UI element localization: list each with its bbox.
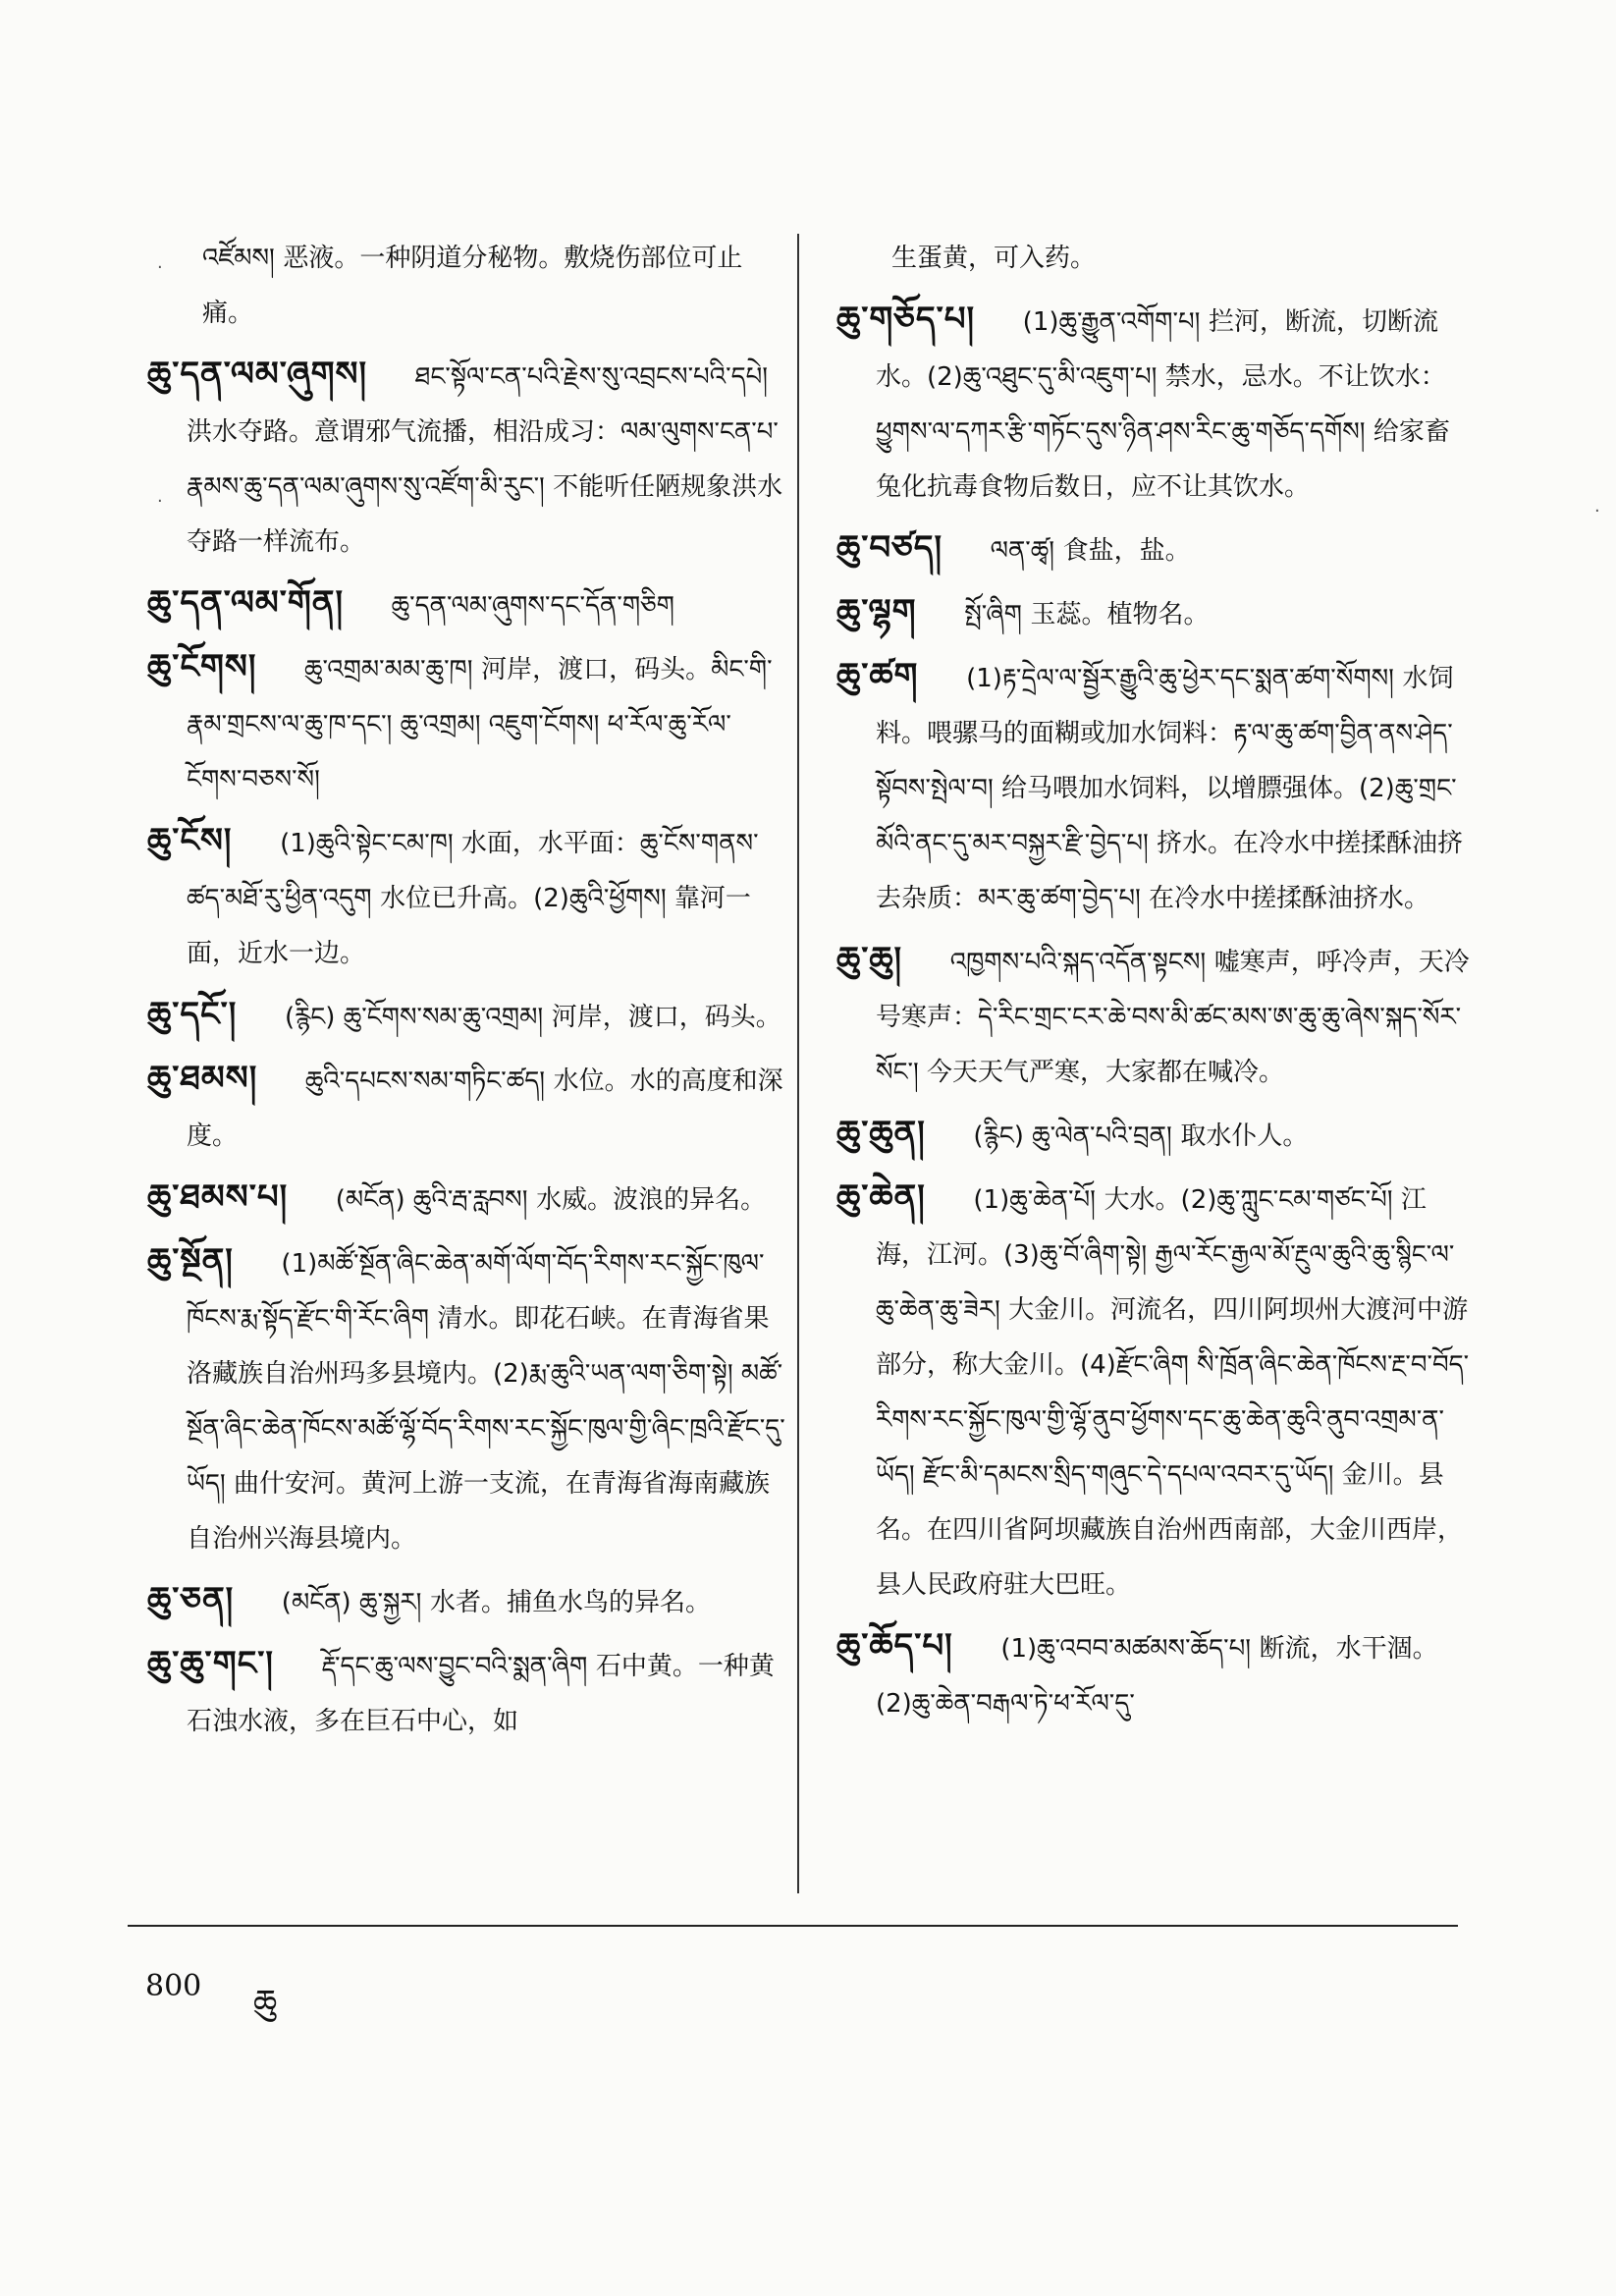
- definition-tibetan: སྤོ་ཞིག: [964, 600, 1022, 629]
- headword: ཆུ་ཆུ།: [836, 940, 903, 979]
- headword: ཆུ་ཆུ་གང་།: [147, 1644, 274, 1683]
- definition-chinese: 河岸，渡口，码头。མིང་གི་རྣམ་གྲངས་ལ་ཆུ་ཁ་དང་། ཆུ་འགྲམ། འཇུག་ངོགས། ཕ་རོལ་ཆུ་རོལ་ངོགས་བཅས་སོ།: [187, 655, 773, 794]
- headword: ཆུ་ཆུན།: [836, 1114, 926, 1153]
- footer-rule: [128, 1925, 1458, 1927]
- definition-chinese: 水者。捕鱼水鸟的异名。: [430, 1588, 712, 1617]
- headword: ཆུ་ཅན།: [147, 1580, 235, 1619]
- definition-chinese: 嘘寒声，呼冷声，天冷号寒声：དེ་རིང་གྲང་ངར་ཆེ་བས་མི་ཚང་མས་ཨ་ཆུ་ཆུ་ཞེས་སྐད་སོར་སོང་། 今天天气严寒，大家都在喊冷。: [876, 948, 1470, 1087]
- entry: [836, 1106, 1475, 1164]
- headword: ཆུ་དན་ལམ་ཞུགས།: [147, 355, 368, 394]
- entry: [836, 231, 1475, 286]
- entry: [147, 231, 785, 341]
- definition-tibetan: འཁྱགས་པའི་སྐད་འདོན་སྟངས།: [949, 948, 1207, 977]
- definition-chinese: 取水仆人。: [1180, 1121, 1309, 1151]
- margin-tick: ·: [157, 491, 163, 512]
- headword: ཆུ་གཅོད་པ།: [836, 300, 976, 339]
- headword: ཆུ་དངོ་།: [147, 995, 238, 1034]
- entry: [836, 1618, 1475, 1731]
- entry: [836, 520, 1475, 578]
- left-column: [147, 231, 785, 1755]
- definition-tibetan: རྡོ་དང་ཆུ་ལས་བྱུང་བའི་སྨན་ཞིག: [321, 1652, 588, 1681]
- headword: ཆུ་ཐམས་པ།: [147, 1177, 289, 1217]
- definition-tibetan: འཛོམས།: [202, 244, 275, 273]
- entry: [147, 1051, 785, 1164]
- definition-tibetan: ཐང་སྟོལ་ངན་པའི་རྗེས་སུ་འབྲངས་པའི་དཔེ།: [414, 362, 769, 392]
- definition-tibetan: ཆུའི་དཔངས་སམ་གཏིང་ཚད།: [304, 1066, 546, 1096]
- running-head: ཆུ: [253, 1983, 278, 2022]
- entry: [147, 639, 785, 807]
- entry: [147, 1572, 785, 1630]
- definition-tibetan: ཆུ་དན་ལམ་ཞུགས་དང་དོན་གཅིག: [391, 591, 674, 621]
- margin-tick: ·: [1594, 501, 1600, 521]
- entry: [836, 1170, 1475, 1613]
- definition-chinese: 洪水夺路。意谓邪气流播，相沿成习：ལམ་ལུགས་ངན་པ་རྣམས་ཆུ་དན་ལམ་ཞུགས་སུ་འཛོག་མི་རུང་། 不能听任陋规象洪水夺路一样流布。: [187, 417, 783, 557]
- definition-tibetan: (1)རྟ་དྲེལ་ལ་སྦྱོར་རྒྱུའི་ཆུ་ཕྱེར་དང་སྨན་ཚག་སོགས།: [966, 664, 1394, 693]
- entry: [147, 575, 785, 633]
- definition-tibetan: (1)ཆུའི་སྟེང་ངམ་ཁ། 水面，水平面：ཆུ་ངོས་གནས་ཚད་མཐོ་རུ་ཕྱིན་འདུག: [187, 829, 759, 913]
- definition-chinese: 河岸，渡口，码头。: [551, 1003, 781, 1032]
- definition-tibetan: ལན་ཚྭ།: [990, 536, 1055, 566]
- entry: [836, 648, 1475, 926]
- definition-chinese: 水位。水的高度和深度。: [187, 1066, 783, 1151]
- headword: ཆུ་སྔོན།: [147, 1241, 234, 1281]
- headword: ཆུ་ཚག: [836, 656, 919, 695]
- definition-chinese: 水威。波浪的异名。: [536, 1185, 767, 1215]
- entry: [836, 932, 1475, 1100]
- definition-chinese: 食盐，盐。: [1062, 536, 1191, 566]
- definition-chinese: 水位已升高。(2)ཆུའི་ཕྱོགས། 靠河一面，近水一边。: [187, 884, 751, 968]
- headword: ཆུ་ངོས།: [147, 821, 233, 860]
- definition-chinese: 清水。即花石峡。在青海省果洛藏族自治州玛多县境内。(2)རྨ་ཆུའི་ཡན་ལག་ཅིག་སྟེ། མཚོ་སྔོན་ཞིང་ཆེན་ཁོངས་མཚོ་ལྷོ་བོད་རིགས་རང་སྐྱོང་ཁུལ་གྱི་ཞིང་ཁྲའི་རྫོང་དུ་ཡོད། 曲什安河。黄河上游一支流，在青海省海南藏族自治州兴海县境内。: [187, 1304, 785, 1554]
- entry: [147, 347, 785, 570]
- column-divider: [797, 234, 799, 1893]
- entry: [836, 584, 1475, 642]
- entry: [147, 813, 785, 981]
- headword: ཆུ་བཙད།: [836, 528, 943, 568]
- right-column: [836, 231, 1475, 1737]
- definition-chinese: 水饲料。喂骡马的面糊或加水饲料：རྟ་ལ་ཆུ་ཚག་བྱིན་ནས་ཤེད་སྟོབས་སྤེལ་བ། 给马喂加水饲料，以增膘强体。(2)ཆུ་གྲང་མོའི་ནང་དུ་མར་བསྐྱར་རྫི་བྱེད་པ། 挤水。在冷水中搓揉酥油挤去杂质：མར་ཆུ་ཚག་བྱེད་པ། 在冷水中搓揉酥油挤水。: [876, 664, 1464, 913]
- headword: ཆུ་ཐམས།: [147, 1059, 258, 1098]
- definition-tibetan: (མངོན) ཆུ་སྐྱར།: [281, 1588, 422, 1617]
- definition-chinese: 生蛋黄，可入药。: [891, 244, 1097, 273]
- definition-tibetan: (1)ཆུ་རྒྱུན་འགོག་པ།: [1022, 307, 1201, 337]
- definition-tibetan: (མངོན) ཆུའི་རྦ་རླབས།: [335, 1185, 528, 1215]
- headword: ཆུ་དན་ལམ་གོན།: [147, 583, 345, 623]
- headword: ཆུ་ངོགས།: [147, 647, 257, 686]
- definition-chinese: 玉蕊。植物名。: [1030, 600, 1210, 629]
- definition-chinese: 拦河，断流，切断流水。(2)ཆུ་འཐུང་དུ་མི་འཇུག་པ། 禁水，忌水。不让饮水：ཕྱུགས་ལ་དཀར་རྩི་གཏོང་དུས་ཉིན་ཤས་རིང་ཆུ་གཅོད་དགོས། 给家畜兔化抗毒食物后数日，应不让其饮水。: [876, 307, 1450, 502]
- entry: [147, 987, 785, 1045]
- entry: [836, 292, 1475, 515]
- entry: [147, 1170, 785, 1228]
- definition-tibetan: (1)མཚོ་སྔོན་ཞིང་ཆེན་མགོ་ལོག་བོད་རིགས་རང་སྐྱོང་ཁུལ་ཁོངས་རྨ་སྟོད་རྫོང་གི་རོང་ཞིག: [187, 1249, 765, 1334]
- definition-tibetan: (1)ཆུ་ཆེན་པོ།: [973, 1185, 1096, 1215]
- definition-chinese: 恶液。一种阴道分秘物。敷烧伤部位可止痛。: [202, 244, 743, 328]
- entry: [147, 1233, 785, 1566]
- definition-tibetan: (རྙིང) ཆུ་ངོགས་སམ་ཆུ་འགྲམ།: [284, 1003, 544, 1032]
- page-number: 800: [145, 1969, 202, 2003]
- definition-tibetan: (1)ཆུ་འབབ་མཚམས་ཆོད་པ།: [1000, 1634, 1252, 1664]
- definition-chinese: 石中黄。一种黄石浊水液，多在巨石中心，如: [187, 1652, 775, 1736]
- headword: ཆུ་ལྷག: [836, 592, 917, 631]
- definition-tibetan: (རྙིང) ཆུ་ལེན་པའི་བྲན།: [973, 1121, 1172, 1151]
- definition-chinese: 断流，水干涸。(2)ཆུ་ཆེན་བརྒལ་ཏེ་ཕ་རོལ་དུ་: [876, 1634, 1438, 1719]
- definition-chinese: 大水。(2)ཆུ་ཀླུང་ངམ་གཙང་པོ། 江海，江河。(3)ཆུ་བོ་ཞིག་སྟེ། རྒྱལ་རོང་རྒྱལ་མོ་རྔུལ་ཆུའི་ཆུ་སྙིང་ལ་ཆུ་ཆེན་ཆུ་ཟེར། 大金川。河流名，四川阿坝州大渡河中游部分，称大金川。(4)རྫོང་ཞིག སི་ཁྲོན་ཞིང་ཆེན་ཁོངས་རྔ་བ་བོད་རིགས་རང་སྐྱོང་ཁུལ་གྱི་ལྷོ་ནུབ་ཕྱོགས་དང་ཆུ་ཆེན་ཆུའི་ནུབ་འགྲམ་ན་ཡོད། རྫོང་མི་དམངས་སྲིད་གཞུང་དེ་དཔལ་འབར་དུ་ཡོད། 金川。县名。在四川省阿坝藏族自治州西南部，大金川西岸，县人民政府驻大巴旺。: [876, 1185, 1470, 1600]
- entry: [147, 1636, 785, 1749]
- headword: ཆུ་ཆེན།: [836, 1177, 926, 1217]
- definition-tibetan: ཆུ་འགྲམ་མམ་ཆུ་ཁ།: [304, 655, 473, 684]
- headword: ཆུ་ཆོད་པ།: [836, 1626, 953, 1666]
- margin-tick: ·: [157, 257, 163, 278]
